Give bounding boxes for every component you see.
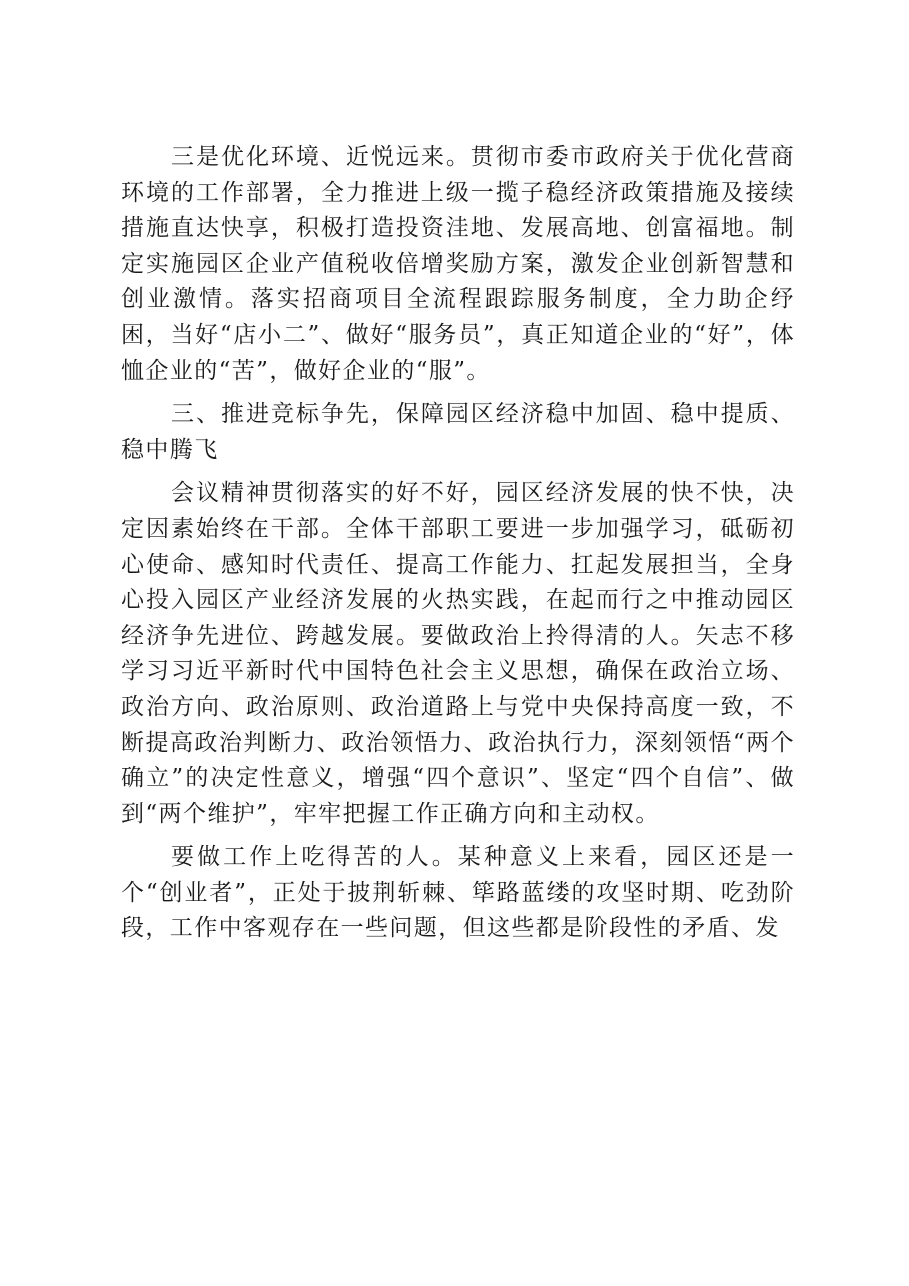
paragraph-optimize-environment: 三是优化环境、近悦远来。贯彻市委市政府关于优化营商环境的工作部署，全力推进上级一揽子稳经济政策措施及接续措施直达快享，积极打造投资洼地、发展高地、创富福地。制定实施园区企业产值税收倍增奖励方案，激发企业创新智慧和创业激情。落实招商项目全流程跟踪服务制度，全力助企纾困，当好“店小二”、做好“服务员”，真正知道企业的“好”，体恤企业的“苦”，做好企业的“服”。 (121, 144, 795, 384)
paragraph-hard-work: 要做工作上吃得苦的人。某种意义上来看，园区还是一个“创业者”，正处于披荆斩棘、筚路蓝缕的攻坚时期、吃劲阶段，工作中客观存在一些问题，但这些都是阶段性的矛盾、发 (121, 844, 795, 942)
paragraph-meeting-spirit: 会议精神贯彻落实的好不好，园区经济发展的快不快，决定因素始终在干部。全体干部职工要进一步加强学习，砥砺初心使命、感知时代责任、提高工作能力、扛起发展担当，全身心投入园区产业经济发展的火热实践，在起而行之中推动园区经济争先进位、跨越发展。要做政治上拎得清的人。矢志不移学习习近平新时代中国特色社会主义思想，确保在政治立场、政治方向、政治原则、政治道路上与党中央保持高度一致，不断提高政治判断力、政治领悟力、政治执行力，深刻领悟“两个确立”的决定性意义，增强“四个意识”、坚定“四个自信”、做到“两个维护”，牢牢把握工作正确方向和主动权。 (121, 480, 795, 827)
section-heading-three: 三、推进竞标争先，保障园区经济稳中加固、稳中提质、稳中腾飞 (121, 401, 795, 463)
document-body (121, 140, 795, 947)
